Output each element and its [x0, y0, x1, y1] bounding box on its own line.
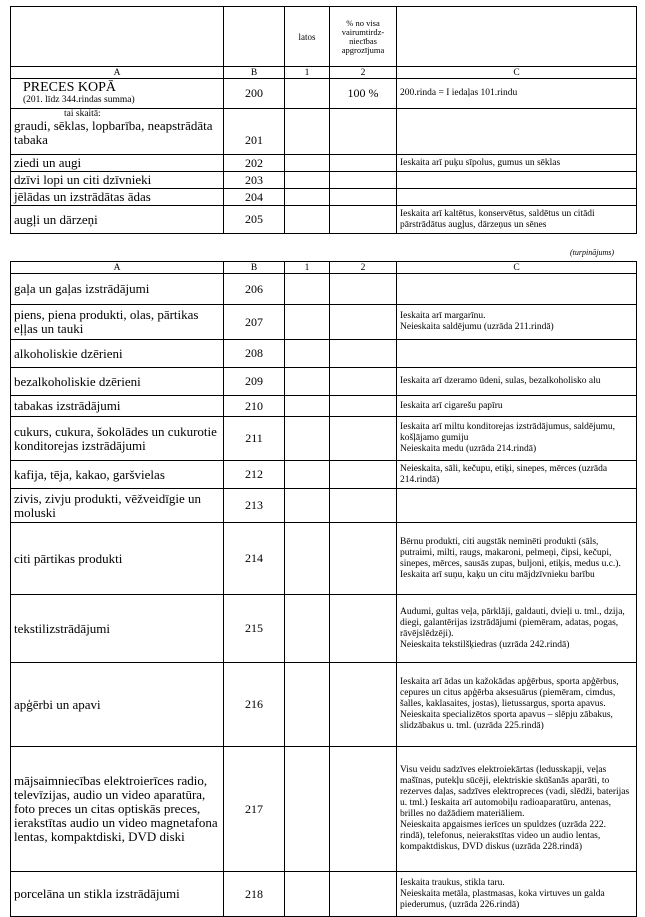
table-row [11, 206, 637, 234]
table-row [11, 340, 637, 368]
row-note [397, 340, 637, 368]
row-col2[interactable] [330, 663, 397, 747]
row-code: 203 [224, 172, 285, 189]
letter-b: B [224, 262, 285, 274]
table-row [11, 305, 637, 340]
row-note: Ieskaita arī margarīnu. Neieskaita saldējumu (uzrāda 211.rindā) [397, 305, 637, 340]
row-name: augļi un dārzeņi [11, 206, 224, 234]
row-note: Visu veidu sadzīves elektroiekārtas (ledusskapji, veļas mašīnas, putekļu sūcēji, elektriskie skūšanās aparāti, to rezerves daļas, sadzīves elektropreces (vadi, slēdži, baterijas u. tml.) Ieskaita arī automobiļu radioaparatūru, antenas, brilles no dažādiem materiāliem. Neieskaita apgaismes ierīces un spuldzes (uzrāda 222. rindā), telefonus, neierakstītas video un audio lentas, kompaktdiskus, DVD diskus (uzrāda 228.rindā) [397, 747, 637, 872]
row-note: Ieskaita arī kaltētus, konservētus, saldētus un citādi pārstrādātus augļus, dārzeņus un sēnes [397, 206, 637, 234]
row-code: 206 [224, 274, 285, 305]
letter-c: C [397, 67, 637, 79]
table-row [11, 747, 637, 872]
table-row [11, 189, 637, 206]
table-row [11, 417, 637, 461]
row-code: 218 [224, 872, 285, 917]
row-code: 217 [224, 747, 285, 872]
row-name: bezalkoholiskie dzērieni [11, 368, 224, 396]
row-name: cukurs, cukura, šokolādes un cukurotie konditorejas izstrādājumi [11, 417, 224, 461]
row-col2[interactable] [330, 461, 397, 489]
row-col2[interactable] [330, 155, 397, 172]
row-col2[interactable] [330, 340, 397, 368]
total-sub: (201. līdz 344.rindas summa) [23, 94, 135, 105]
row-code: 207 [224, 305, 285, 340]
row-col1[interactable] [285, 109, 330, 155]
row-code: 216 [224, 663, 285, 747]
goods-table-top [10, 6, 637, 234]
total-note: 200.rinda = I iedaļas 101.rindu [397, 79, 637, 109]
row-name: apģērbi un apavi [11, 663, 224, 747]
row-col1[interactable] [285, 305, 330, 340]
row-code: 205 [224, 206, 285, 234]
row-col1[interactable] [285, 595, 330, 663]
row-col2[interactable] [330, 396, 397, 417]
table-row [11, 368, 637, 396]
letter-1: 1 [285, 67, 330, 79]
row-col1[interactable] [285, 368, 330, 396]
table-row [11, 595, 637, 663]
row-note [397, 109, 637, 155]
incl-label: tai skaitā: [64, 109, 101, 119]
column-letters-row [11, 67, 637, 79]
row-code: 209 [224, 368, 285, 396]
row-name: mājsaimniecības elektroierīces radio, televīzijas, audio un video aparatūra, foto preces un citas optiskās preces, ierakstītas audio un video magnetafona lentas, kompaktdiski, DVD diski [11, 747, 224, 872]
letter-a: A [11, 262, 224, 274]
row-col2[interactable] [330, 595, 397, 663]
row-name: piens, piena produkti, olas, pārtikas eļļas un tauki [11, 305, 224, 340]
row-code: 212 [224, 461, 285, 489]
row-col1[interactable] [285, 461, 330, 489]
row-col2[interactable] [330, 206, 397, 234]
row-col2[interactable] [330, 747, 397, 872]
continuation-label: (turpinājums) [570, 248, 614, 257]
row-name: jēlādas un izstrādātas ādas [11, 189, 224, 206]
row-code: 210 [224, 396, 285, 417]
row-name: alkoholiskie dzērieni [11, 340, 224, 368]
letter-2: 2 [330, 262, 397, 274]
header-row [11, 7, 637, 67]
total-name: PRECES KOPĀ [23, 79, 116, 95]
column-letters-row [11, 262, 637, 274]
row-col2[interactable] [330, 417, 397, 461]
table-row [11, 109, 637, 155]
row-note: Ieskaita arī puķu sīpolus, gumus un sēklas [397, 155, 637, 172]
total-percent: 100 % [330, 79, 397, 109]
table-row [11, 172, 637, 189]
row-note [397, 274, 637, 305]
row-name: porcelāna un stikla izstrādājumi [11, 872, 224, 917]
row-col1[interactable] [285, 523, 330, 595]
row-col1[interactable] [285, 274, 330, 305]
letter-b: B [224, 67, 285, 79]
row-col1[interactable] [285, 489, 330, 523]
row-col1[interactable] [285, 172, 330, 189]
row-col1[interactable] [285, 417, 330, 461]
row-code: 211 [224, 417, 285, 461]
total-row [11, 79, 637, 109]
row-note: Ieskaita arī ādas un kažokādas apģērbus, sporta apģērbus, cepures un citus apģērba aksesuārus (piemēram, cimdus, šalles, kaklasaites, jostas), lietussargus, sporta apavus. Neieskaita specializētos sporta apavus – slēpju zābakus, slidzābakus u. tml. (uzrāda 225.rindā) [397, 663, 637, 747]
row-note: Neieskaita, sāli, kečupu, etiķi, sinepes, mērces (uzrāda 214.rindā) [397, 461, 637, 489]
col2-header: % no visa vairumtirdz-niecības apgrozījuma [330, 7, 397, 67]
row-code: 208 [224, 340, 285, 368]
row-note [397, 489, 637, 523]
row-col2[interactable] [330, 189, 397, 206]
table-row [11, 155, 637, 172]
row-name: citi pārtikas produkti [11, 523, 224, 595]
row-col1[interactable] [285, 747, 330, 872]
row-note [397, 189, 637, 206]
col1-header: latos [285, 7, 330, 67]
row-col2[interactable] [330, 109, 397, 155]
letter-1: 1 [285, 262, 330, 274]
row-col1[interactable] [285, 663, 330, 747]
row-col1[interactable] [285, 396, 330, 417]
row-col1[interactable] [285, 189, 330, 206]
letter-a: A [11, 67, 224, 79]
row-name: graudi, sēklas, lopbarība, neapstrādāta tabaka [14, 118, 213, 147]
row-name: gaļa un gaļas izstrādājumi [11, 274, 224, 305]
row-note: Audumi, gultas veļa, pārklāji, galdauti, dvieļi u. tml., dzija, diegi, galantērijas izstrādājumi (piemēram, adatas, pogas, rāvējslēdzēji). Neieskaita tekstilšķiedras (uzrāda 242.rindā) [397, 595, 637, 663]
row-name: zivis, zivju produkti, vēžveidīgie un moluski [11, 489, 224, 523]
row-name: kafija, tēja, kakao, garšvielas [11, 461, 224, 489]
row-code: 213 [224, 489, 285, 523]
row-col2[interactable] [330, 489, 397, 523]
row-col1[interactable] [285, 340, 330, 368]
row-col2[interactable] [330, 305, 397, 340]
row-code: 204 [224, 189, 285, 206]
letter-c: C [397, 262, 637, 274]
row-name: tabakas izstrādājumi [11, 396, 224, 417]
row-note: Ieskaita traukus, stikla taru. Neieskaita metāla, plastmasas, koka virtuves un galda piederumus, (uzrāda 226.rindā) [397, 872, 637, 917]
total-col1[interactable] [285, 79, 330, 109]
letter-2: 2 [330, 67, 397, 79]
table-row [11, 663, 637, 747]
row-code: 214 [224, 523, 285, 595]
table-row [11, 396, 637, 417]
total-code: 200 [224, 79, 285, 109]
row-note: Ieskaita arī cigarešu papīru [397, 396, 637, 417]
row-note: Bērnu produkti, citi augstāk neminēti produkti (sāls, putraimi, milti, raugs, makaroni, pelmeņi, čipsi, kečupi, sinepes, mērces, sausās zupas, buljoni, etiķis, medus u.c.). Ieskaita arī suņu, kaķu un citu mājdzīvnieku barību [397, 523, 637, 595]
row-name: tekstilizstrādājumi [11, 595, 224, 663]
row-col1[interactable] [285, 155, 330, 172]
row-col2[interactable] [330, 368, 397, 396]
table-row [11, 461, 637, 489]
row-note: Ieskaita arī miltu konditorejas izstrādājumus, saldējumu, košļājamo gumiju Neieskaita medu (uzrāda 214.rindā) [397, 417, 637, 461]
row-col2[interactable] [330, 274, 397, 305]
row-name: dzīvi lopi un citi dzīvnieki [11, 172, 224, 189]
row-code: 202 [224, 155, 285, 172]
row-col2[interactable] [330, 523, 397, 595]
table-row [11, 274, 637, 305]
row-name: ziedi un augi [11, 155, 224, 172]
row-code: 201 [224, 109, 285, 155]
row-note: Ieskaita arī dzeramo ūdeni, sulas, bezalkoholisko alu [397, 368, 637, 396]
row-col1[interactable] [285, 206, 330, 234]
row-code: 215 [224, 595, 285, 663]
row-col2[interactable] [330, 172, 397, 189]
goods-table-bottom [10, 261, 637, 917]
table-row [11, 489, 637, 523]
table-row [11, 523, 637, 595]
row-note [397, 172, 637, 189]
